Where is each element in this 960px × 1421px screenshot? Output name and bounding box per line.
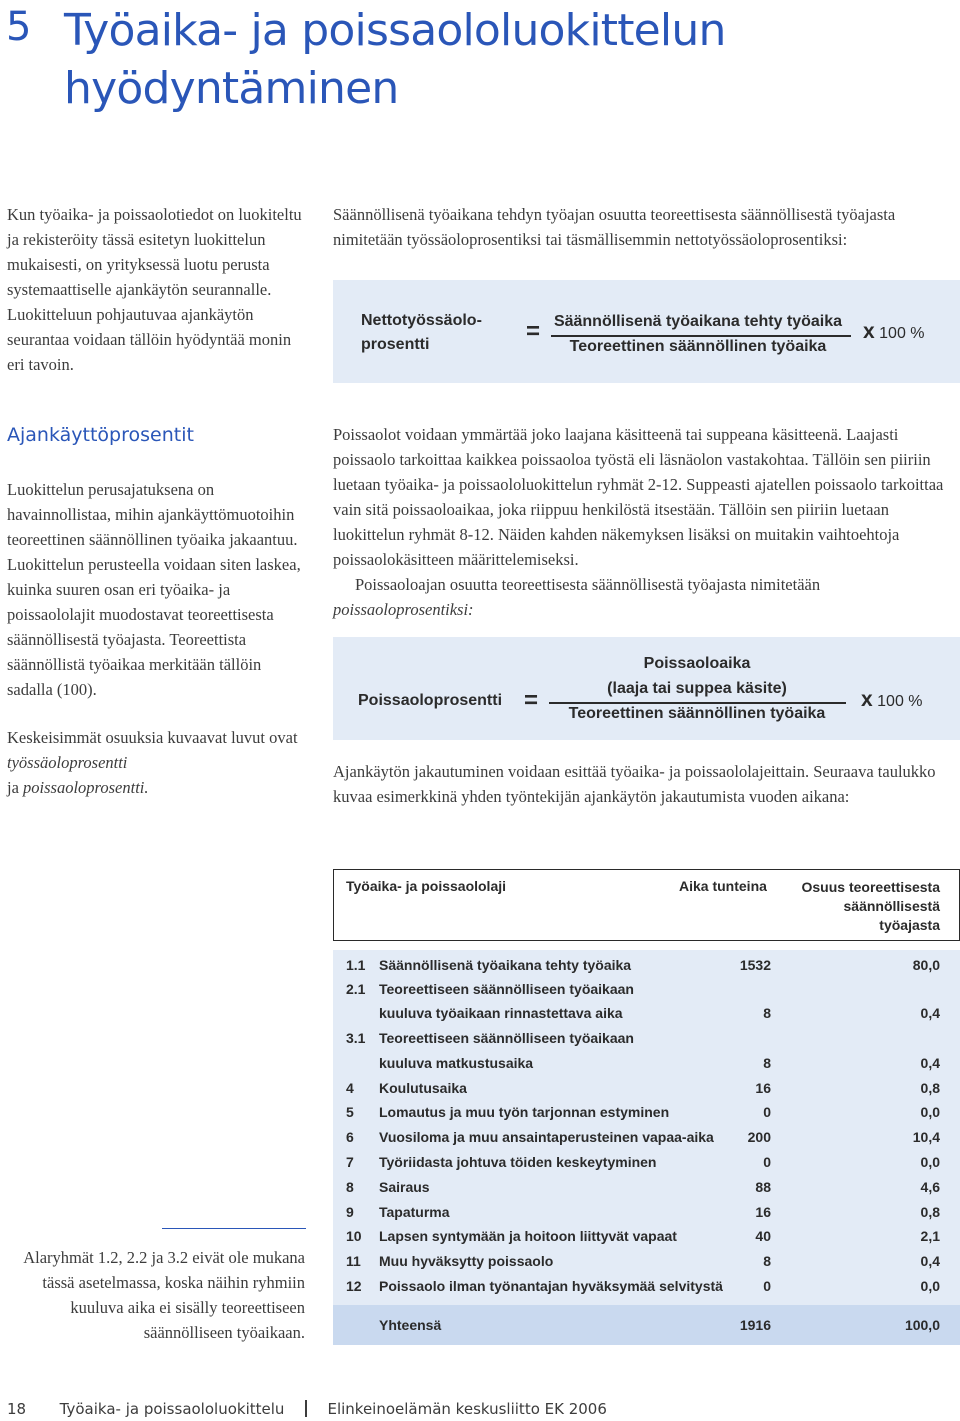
chapter-number: 5 xyxy=(6,4,31,50)
table-row: 12 Poissaolo ilman työnantajan hyväksymää selvitystä 0 0,0 xyxy=(346,1278,940,1294)
multiply-sign: x xyxy=(861,688,873,711)
formula-lhs-line1: Nettotyössäolo- xyxy=(361,312,482,329)
document-title: Työaika- ja poissaololuokittelu xyxy=(59,1400,285,1418)
table-row: 2.1 Teoreettiseen säännölliseen työaikaan xyxy=(346,981,634,997)
multiplier-value: 100 % xyxy=(879,325,925,342)
absence-rate-formula xyxy=(333,637,960,740)
body-paragraph-1: Luokittelun perusajatuksena on havainnollistaa, mihin ajankäyttömuotoihin teoreettinen säännöllinen työaika jakaantuu. Luokittelun perusteella voidaan siten laskea, kuinka suuren osan eri työaika- ja poissaololajit muodostavat teoreettisesta säännöllisestä työajasta. Teoreettista säännöllistä työaikaa merkitään tällöin sadalla (100). xyxy=(7,480,301,699)
table-total-bar xyxy=(333,1305,960,1345)
formula-intro-paragraph: Säännöllisenä työaikana tehdyn työajan osuutta teoreettisesta säännöllisestä työajasta nimitetään työssäoloprosentiksi tai täsmällisemmin nettotyössäoloprosentiksi: xyxy=(333,205,896,249)
column-header-type: Työaika- ja poissaololaji xyxy=(346,878,507,894)
formula-lhs-line2: prosentti xyxy=(361,336,430,353)
footnote-rule xyxy=(162,1228,306,1229)
formula-denominator: Teoreettinen säännöllinen työaika xyxy=(568,705,826,722)
page-footer xyxy=(7,1400,607,1418)
multiply-sign: x xyxy=(863,320,875,343)
column-header-share: Osuus teoreettisesta säännöllisestä työajasta xyxy=(801,879,940,933)
absence-rate-paragraph: Poissaoloajan osuutta teoreettisesta säännöllisestä työajasta nimitetään poissaoloprosentiksi: xyxy=(333,575,821,619)
table-header xyxy=(333,869,960,941)
footer-separator xyxy=(305,1400,307,1417)
column-header-hours: Aika tunteina xyxy=(679,878,767,894)
formula-denominator: Teoreettinen säännöllinen työaika xyxy=(569,338,827,355)
time-distribution-table xyxy=(333,950,960,1345)
table-row: 10 Lapsen syntymään ja hoitoon liittyvät vapaat 40 2,1 xyxy=(346,1228,940,1244)
multiplier-value: 100 % xyxy=(877,693,923,710)
table-row: 6 Vuosiloma ja muu ansaintaperusteinen vapaa-aika 200 10,4 xyxy=(346,1129,940,1145)
absence-text xyxy=(333,422,957,622)
table-row: 8 Sairaus 88 4,6 xyxy=(346,1179,940,1195)
page-number: 18 xyxy=(7,1400,27,1418)
table-row-continued: kuuluva matkustusaika 8 0,4 xyxy=(379,1055,940,1071)
formula-numerator-line2: (laaja tai suppea käsite) xyxy=(607,680,787,697)
page-title: Työaika- ja poissaololuokittelun hyödyntäminen xyxy=(64,5,726,114)
equals-sign: = xyxy=(524,687,539,714)
equals-sign: = xyxy=(526,318,541,345)
formula-multiplier xyxy=(861,688,923,712)
intro-paragraph: Kun työaika- ja poissaolotiedot on luokiteltu ja rekisteröity tässä esitetyn luokittelun mukaisesti, on yrityksessä luotu perusta systemaattiselle ajankäytön seurannalle. Luokitteluun pohjautuvaa ajankäytön seurantaa voidaan tällöin hyödyntää monin eri tavoin. xyxy=(7,205,302,374)
table-row: 7 Työriidasta johtuva töiden keskeytyminen 0 0,0 xyxy=(346,1154,940,1170)
publisher: Elinkeinoelämän keskusliitto EK 2006 xyxy=(327,1400,607,1418)
table-row: 9 Tapaturma 16 0,8 xyxy=(346,1204,940,1220)
net-attendance-formula xyxy=(333,280,960,383)
formula-numerator: Säännöllisenä työaikana tehty työaika xyxy=(553,313,843,330)
formula-lhs: Poissaoloprosentti xyxy=(358,692,503,709)
table-total-row: Yhteensä 1916 100,0 xyxy=(379,1317,940,1333)
section-subheading: Ajankäyttöprosentit xyxy=(7,424,194,446)
table-intro-paragraph: Ajankäytön jakautuminen voidaan esittää työaika- ja poissaololajeittain. Seuraava taulukko kuvaa esimerkkinä yhden työntekijän ajankäytön jakautumista vuoden aikana: xyxy=(333,762,936,806)
table-row: 4 Koulutusaika 16 0,8 xyxy=(346,1080,940,1096)
footnote: Alaryhmät 1.2, 2.2 ja 3.2 eivät ole mukana tässä asetelmassa, koska näihin ryhmiin kuuluva aika ei sisälly teoreettiseen säännölliseen työaikaan. xyxy=(23,1248,305,1342)
table-row: 5 Lomautus ja muu työn tarjonnan estyminen 0 0,0 xyxy=(346,1104,940,1120)
body-paragraph-2: Keskeisimmät osuuksia kuvaavat luvut ovat työssäoloprosentti ja poissaoloprosentti. xyxy=(7,728,298,797)
table-row: 11 Muu hyväksytty poissaolo 8 0,4 xyxy=(346,1253,940,1269)
formula-lhs xyxy=(361,309,482,357)
table-row: 3.1 Teoreettiseen säännölliseen työaikaan xyxy=(346,1030,634,1046)
table-row: 1.1 Säännöllisenä työaikana tehty työaika 1532 80,0 xyxy=(346,957,940,973)
formula-numerator-line1: Poissaoloaika xyxy=(643,655,751,672)
formula-multiplier xyxy=(863,320,925,344)
table-row-continued: kuuluva työaikaan rinnastettava aika 8 0,4 xyxy=(379,1005,940,1021)
absence-paragraph: Poissaolot voidaan ymmärtää joko laajana käsitteenä tai suppeana käsitteenä. Laajasti poissaolo tarkoittaa kaikkea poissaoloa työstä eli läsnäolon vastakohtaa. Tällöin sen piiriin luetaan työaika- ja poissaololuokittelun ryhmät 2-12. Suppeasti ajatellen poissaolo tarkoittaa vain sitä poissaoloaikaa, joka riippuu henkilöstä itsestään. Tällöin sen piiriin luetaan luokittelun ryhmät 8-12. Näiden kahden näkemyksen lisäksi on muitakin vaihtoehtoja poissaolokäsitteen määrittelemiseksi. xyxy=(333,425,944,569)
